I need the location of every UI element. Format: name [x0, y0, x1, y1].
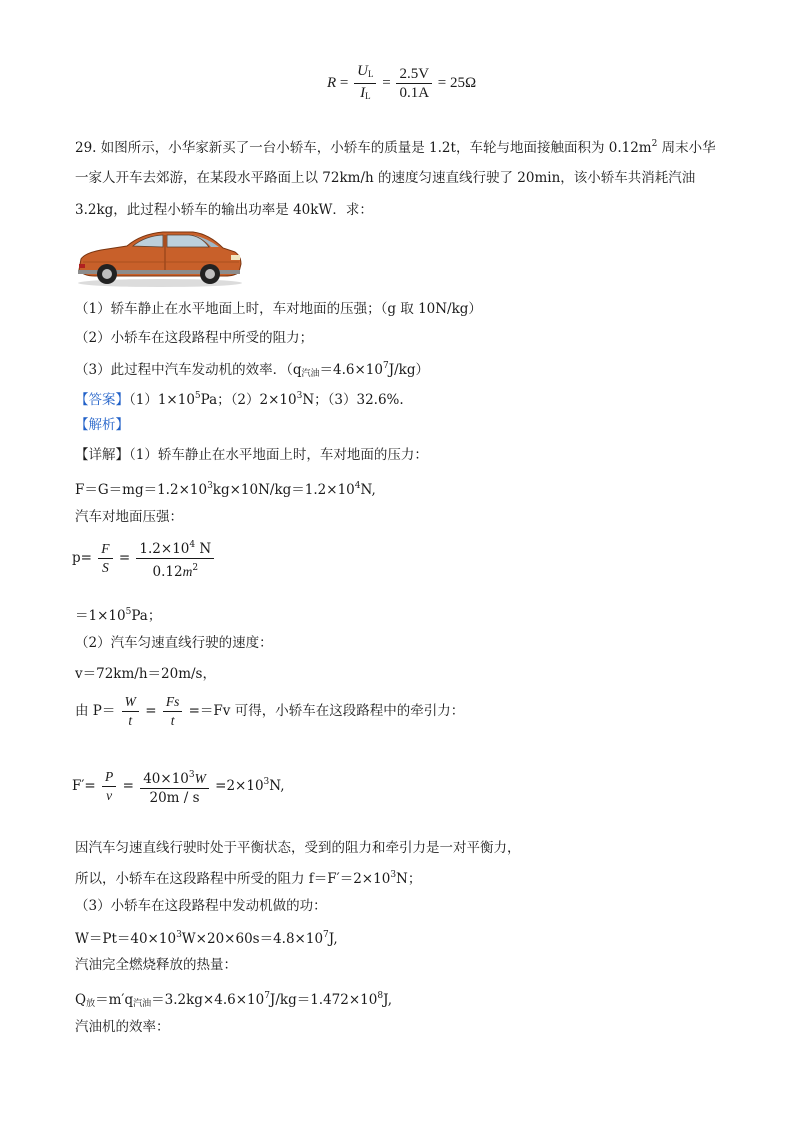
sub-question-1: （1）轿车静止在水平地面上时，车对地面的压强；（g 取 10N/kg）	[75, 301, 482, 317]
detail-line-9: 所以，小轿车在这段路程中所受的阻力 $f=F'=2\times 10^3N$；	[75, 870, 422, 887]
detail-line-2: $F=G=mg=1.2\times 10^3kg\times 10N/kg=1.2\times 10^4N$,	[75, 481, 376, 498]
detail-line-1: 【详解】（1）轿车静止在水平地面上时，车对地面的压力：	[75, 447, 428, 463]
formula-lhs: R	[327, 74, 337, 91]
denominator: 0.1A	[399, 85, 430, 101]
traction-formula: F′= $\frac{P}{v}$ = $\frac{40\times 10^3W}{20m / s}$ $=2\times 10^3N$,	[72, 766, 285, 807]
numerator: 2.5V	[396, 65, 432, 84]
power-formula-line: 由 P＝ $\frac{W}{t}$ = $\frac{Fs}{t}$ =＝Fv 可得，小轿车在这段路程中的牵引力：	[75, 694, 465, 728]
detail-tag: 【详解】	[75, 447, 129, 463]
sub-question-3: （3）此过程中汽车发动机的效率．$(q_{汽油}=4.6\times 10^7J/kg)$	[75, 361, 429, 379]
subscript: L	[367, 69, 374, 79]
detail-line-11: $W=Pt=40\times 10^3W\times 20\times 60s=4.8\times 10^7J$,	[75, 930, 338, 947]
question-29-line-3: 3.2kg，此过程小轿车的输出功率是 40kW．求：	[75, 202, 373, 218]
formula-result: 25Ω	[450, 74, 477, 91]
answer-tag: 【答案】	[75, 392, 129, 408]
pressure-formula: p= $\frac{F}{S}$ = $\frac{1.2\times 10^4 N}{0.12m^2}$	[72, 536, 216, 581]
detail-line-6: v＝72km/h＝20m/s，	[75, 666, 216, 682]
fraction-u-over-i	[354, 62, 376, 105]
detail-line-5: （2）汽车匀速直线行驶的速度：	[75, 635, 273, 651]
sub-question-2: （2）小轿车在这段路程中所受的阻力；	[75, 330, 314, 346]
fraction-fs-over-t: $\frac{Fs}{t}$	[163, 693, 183, 730]
resistance-formula	[327, 62, 476, 105]
question-29-line-2: 一家人开车去郊游，在某段水平路面上以 72km/h 的速度匀速直线行驶了 20min，该小轿车共消耗汽油	[75, 170, 696, 186]
detail-line-14: 汽油机的效率：	[75, 1019, 170, 1035]
fraction-pressure-values: $\frac{1.2\times 10^4 N}{0.12m^2}$	[136, 536, 214, 581]
fraction-values	[396, 65, 432, 102]
denominator: I	[360, 85, 366, 101]
equals-sign: =	[437, 74, 447, 91]
subscript: L	[365, 91, 371, 101]
detail-line-10: （3）小轿车在这段路程中发动机做的功：	[75, 898, 327, 914]
analysis-tag: 【解析】	[75, 417, 129, 433]
detail-line-4: $=1\times 10^5Pa$；	[75, 607, 162, 624]
detail-line-3: 汽车对地面压强：	[75, 509, 183, 525]
detail-line-8: 因汽车匀速直线行驶时处于平衡状态，受到的阻力和牵引力是一对平衡力，	[75, 840, 521, 856]
answer-line: 【答案】$(1)1\times 10^5Pa$；$(2)2\times 10^3N$；（3）32.6%.	[75, 391, 404, 408]
fraction-traction-values: $\frac{40\times 10^3W}{20m / s}$	[140, 766, 209, 807]
fraction-p-over-v: $\frac{P}{v}$	[102, 768, 116, 805]
question-29-line-1: 29. 如图所示，小华家新买了一台小轿车，小轿车的质量是 1.2t，车轮与地面接触面积为 $0.12m^2$ 周末小华	[75, 139, 716, 156]
detail-line-13: $Q_放=m'q_{汽油}=3.2kg\times 4.6\times 10^7J/kg=1.472\times 10^8J$,	[75, 991, 392, 1009]
equals-sign: =	[382, 74, 391, 91]
equals-sign: =	[339, 74, 349, 91]
fraction-f-over-s: $\frac{F}{S}$	[98, 540, 112, 577]
detail-line-12: 汽油完全燃烧释放的热量：	[75, 957, 237, 973]
fraction-w-over-t: $\frac{W}{t}$	[122, 693, 139, 730]
numerator: U	[357, 63, 368, 79]
car-illustration	[75, 226, 245, 288]
